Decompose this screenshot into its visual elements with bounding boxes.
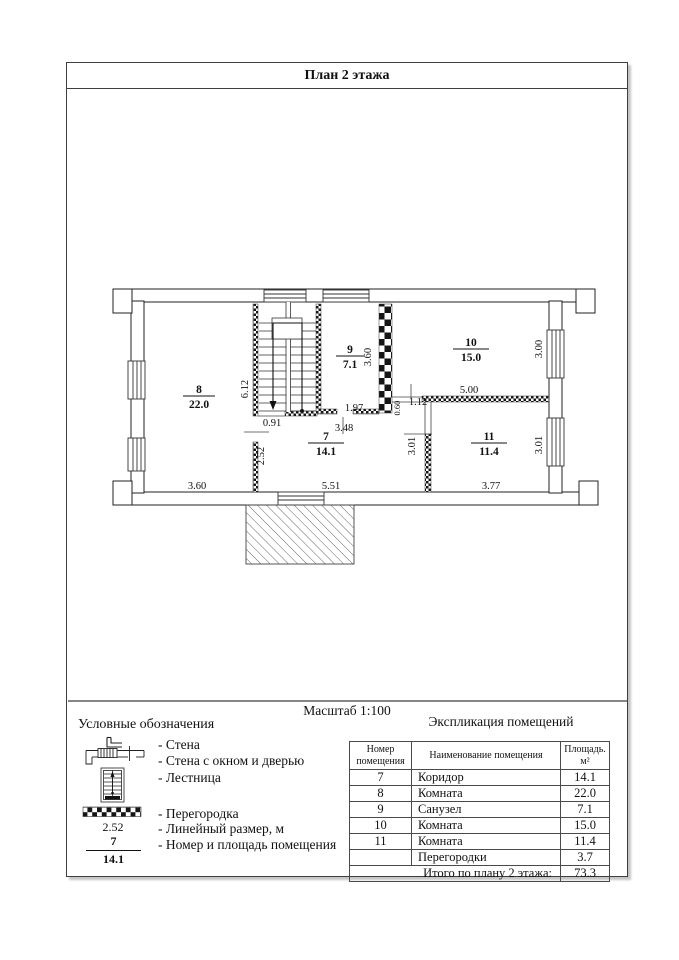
legend-title: Условные обозначения <box>78 717 215 732</box>
legend-dimension-sample: 2.52 <box>102 820 124 834</box>
cell-number: 10 <box>350 818 412 834</box>
total-label: Итого по плану 2 этажа: <box>350 866 561 882</box>
partition-icon <box>83 807 141 817</box>
room-label-8 <box>183 384 215 411</box>
dim-0-91: 0.91 <box>262 418 282 429</box>
cell-area: 14.1 <box>561 770 610 786</box>
partition-room11-left <box>425 434 431 492</box>
table-row <box>350 786 610 802</box>
room-label-9 <box>336 344 364 371</box>
stairs-icon <box>101 768 124 802</box>
svg-text:7: 7 <box>323 431 329 443</box>
room-label-7 <box>308 431 344 458</box>
table-row <box>350 818 610 834</box>
cell-name: Перегородки <box>412 850 561 866</box>
svg-text:15.0: 15.0 <box>460 352 482 364</box>
legend-label-linear-dimension: - Линейный размер, м <box>158 821 285 836</box>
window-left-1 <box>128 361 145 399</box>
dim-2-52: 2.52 <box>256 446 267 466</box>
svg-text:8: 8 <box>196 384 202 396</box>
cell-area: 7.1 <box>561 802 610 818</box>
dim-1-12: 1.12 <box>408 397 428 408</box>
cell-number: 11 <box>350 834 412 850</box>
staircase <box>259 302 316 413</box>
legend-label-wall-window-door: - Стена с окном и дверью <box>158 753 305 768</box>
cell-area: 22.0 <box>561 786 610 802</box>
dim-3-60-left: 3.60 <box>187 481 207 492</box>
svg-text:14.1: 14.1 <box>315 446 337 458</box>
cell-name: Комната <box>412 818 561 834</box>
legend-label-room-number: - Номер и площадь помещения <box>158 837 337 852</box>
cell-name: Коридор <box>412 770 561 786</box>
dim-3-00: 3.00 <box>534 339 545 359</box>
dim-3-48: 3.48 <box>334 423 354 434</box>
legend-sample-room-number: 7 <box>86 834 141 851</box>
legend-room-number-sample <box>86 834 141 867</box>
svg-text:9: 9 <box>347 344 353 356</box>
svg-text:22.0: 22.0 <box>188 399 210 411</box>
balcony-hatch <box>246 505 354 564</box>
table-row <box>350 834 610 850</box>
wall-icon <box>107 738 122 748</box>
dim-5-51: 5.51 <box>321 481 341 492</box>
col-header-number: Номер помещения <box>350 742 412 770</box>
table-header-row <box>350 742 610 770</box>
dimension-labels <box>188 340 545 492</box>
total-value: 73.3 <box>561 866 610 882</box>
window-right-2 <box>547 418 564 466</box>
drawing-sheet <box>66 62 628 880</box>
cell-area: 15.0 <box>561 818 610 834</box>
window-top-2 <box>323 290 369 302</box>
scale-label: Масштаб 1:100 <box>303 703 391 718</box>
page-title: План 2 этажа <box>67 63 627 89</box>
table-row <box>350 802 610 818</box>
legend-sample-room-area: 14.1 <box>103 852 124 866</box>
corner-pilaster-br <box>579 481 598 505</box>
cell-name: Комната <box>412 834 561 850</box>
svg-text:11: 11 <box>483 431 495 443</box>
partition-wc-right <box>379 304 392 413</box>
dim-1-97: 1.97 <box>344 403 364 414</box>
table-row <box>350 770 610 786</box>
col-header-area: Площадь. м² <box>561 742 610 770</box>
room-label-10 <box>453 337 489 364</box>
stair-landing-rail <box>272 318 302 339</box>
cell-number <box>350 850 412 866</box>
window-right-1 <box>547 330 564 378</box>
dim-6-12: 6.12 <box>240 379 251 399</box>
col-header-name: Наименование помещения <box>412 742 561 770</box>
window-bottom <box>278 492 324 505</box>
legend-label-stairs: - Лестница <box>158 770 221 785</box>
svg-text:10: 10 <box>465 337 477 349</box>
dim-3-77: 3.77 <box>481 481 501 492</box>
wall-window-door-icon <box>86 746 144 764</box>
explication-table <box>349 741 610 882</box>
explication-title: Экспликация помещений <box>428 714 574 729</box>
partition-stair-left <box>253 304 258 416</box>
room-label-11 <box>471 431 507 458</box>
partition-wc-bottom-a <box>321 409 337 414</box>
corner-pilaster-tl <box>113 289 132 313</box>
legend-label-wall: - Стена <box>158 737 200 752</box>
cell-name: Санузел <box>412 802 561 818</box>
cell-number: 9 <box>350 802 412 818</box>
dim-5-00: 5.00 <box>459 385 479 396</box>
window-top-1 <box>264 290 306 302</box>
svg-text:11.4: 11.4 <box>479 446 499 458</box>
legend-label-partition: - Перегородка <box>158 806 239 821</box>
corner-pilaster-tr <box>576 289 595 313</box>
dim-3-01-inner: 3.01 <box>407 436 418 456</box>
cell-number: 7 <box>350 770 412 786</box>
cell-name: Комната <box>412 786 561 802</box>
window-left-2 <box>128 438 145 471</box>
dim-3-01-right: 3.01 <box>534 435 545 455</box>
cell-number: 8 <box>350 786 412 802</box>
table-row <box>350 850 610 866</box>
dim-3-60-wc: 3.60 <box>363 347 374 367</box>
table-total-row <box>350 866 610 882</box>
partition-stair-right <box>316 304 321 414</box>
svg-text:7.1: 7.1 <box>342 359 358 371</box>
cell-area: 11.4 <box>561 834 610 850</box>
cell-area: 3.7 <box>561 850 610 866</box>
legend-icons <box>83 738 144 817</box>
dim-0-60: 0.60 <box>392 400 402 416</box>
partition-room10-bottom <box>422 396 549 402</box>
corner-pilaster-bl <box>113 481 132 505</box>
